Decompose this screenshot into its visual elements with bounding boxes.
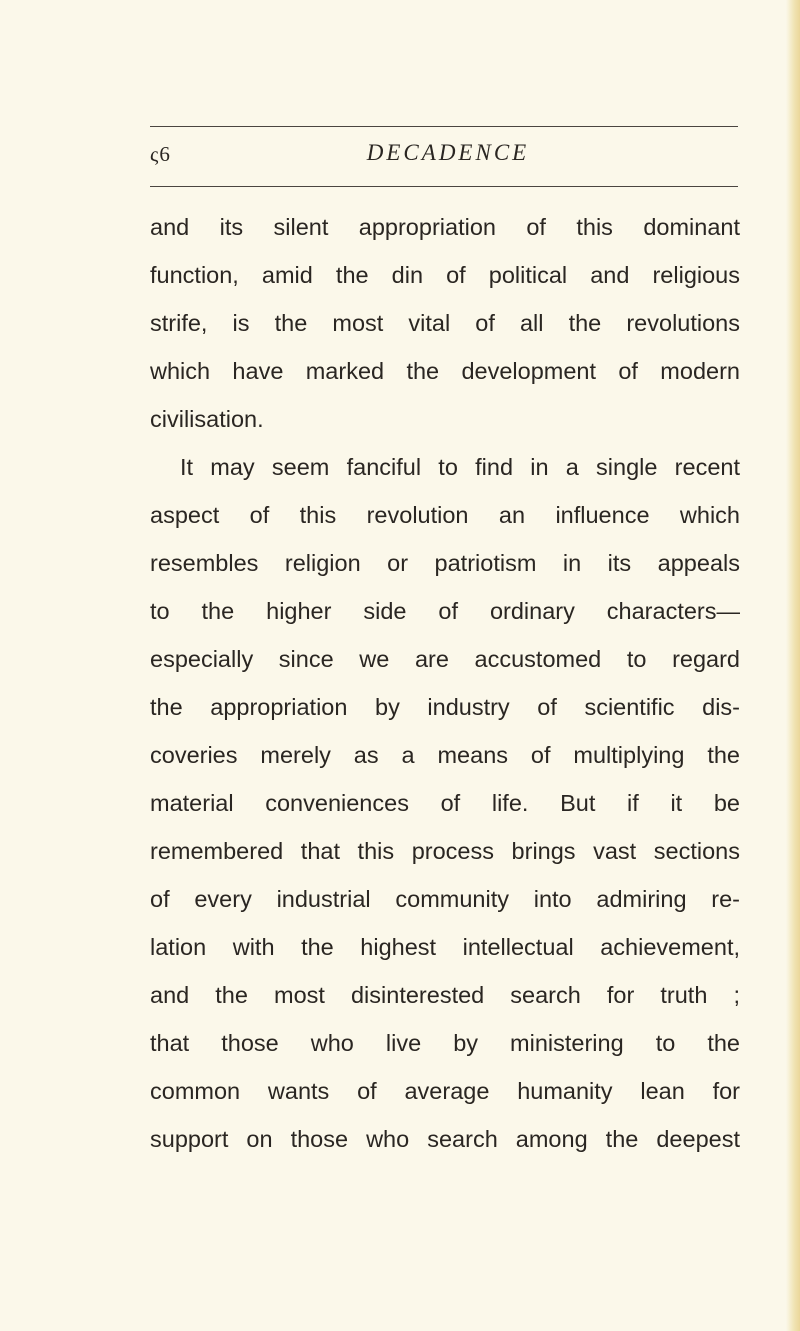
- text-line: function, amid the din of political and religious: [150, 262, 740, 288]
- header-rule-top: [150, 126, 738, 127]
- running-header: [150, 140, 738, 174]
- text-line: which have marked the development of modern: [150, 358, 740, 384]
- text-line: material conveniences of life. But if it be: [150, 790, 740, 816]
- running-title: DECADENCE: [366, 140, 530, 165]
- text-line: to the higher side of ordinary characters—: [150, 598, 740, 624]
- text-line: support on those who search among the deepest: [150, 1126, 740, 1152]
- page-edge-shading: [786, 0, 800, 1331]
- paragraph-start-line: It may seem fanciful to find in a single recent: [180, 454, 740, 480]
- text-line: lation with the highest intellectual achievement,: [150, 934, 740, 960]
- text-line: coveries merely as a means of multiplying the: [150, 742, 740, 768]
- text-line: and its silent appropriation of this dominant: [150, 214, 740, 240]
- text-line: remembered that this process brings vast sections: [150, 838, 740, 864]
- text-line: especially since we are accustomed to regard: [150, 646, 740, 672]
- text-line: strife, is the most vital of all the revolutions: [150, 310, 740, 336]
- text-line: aspect of this revolution an influence which: [150, 502, 740, 528]
- text-line: the appropriation by industry of scientific dis-: [150, 694, 740, 720]
- page-number: ς6: [150, 142, 171, 166]
- text-line: common wants of average humanity lean for: [150, 1078, 740, 1104]
- text-line: that those who live by ministering to the: [150, 1030, 740, 1056]
- text-line: resembles religion or patriotism in its appeals: [150, 550, 740, 576]
- body-text: [150, 203, 740, 1163]
- header-rule-bottom: [150, 186, 738, 187]
- text-line: civilisation.: [150, 406, 264, 432]
- text-line: and the most disinterested search for truth ;: [150, 982, 740, 1008]
- text-line: of every industrial community into admiring re-: [150, 886, 740, 912]
